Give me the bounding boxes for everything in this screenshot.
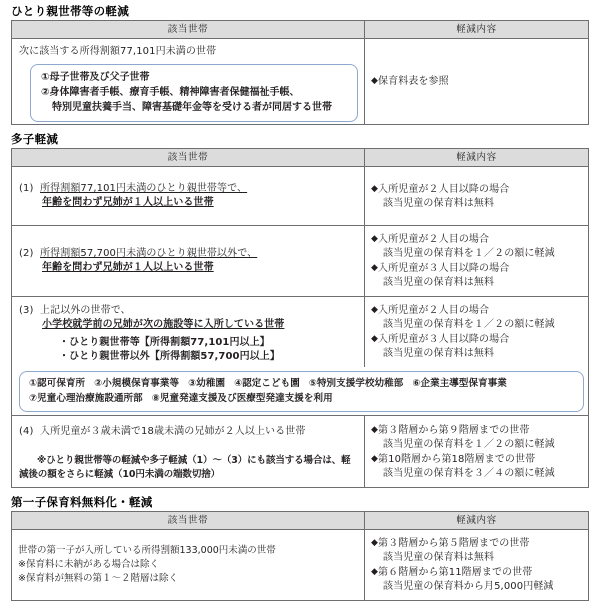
callout-line-2: ②身体障害者手帳、療育手帳、精神障害者保健福祉手帳、 [41, 87, 300, 98]
benefit-line [371, 232, 584, 247]
benefit-line [371, 261, 584, 276]
row-bullet-2: ・ひとり親世帯以外【所得割額57,700円以上】 [59, 351, 280, 362]
table-row [12, 167, 589, 226]
benefit-subline: 該当児童の保育料から月5,000円軽減 [383, 581, 554, 592]
benefit-subline: 該当児童の保育料は無料 [383, 552, 495, 563]
table-first-child-free [11, 511, 589, 601]
row-number: (1) [19, 183, 34, 194]
row-note-line-2: 減後の額をさらに軽減（10円未満の端数切捨） [19, 469, 221, 480]
column-header-reduction: 軽減内容 [365, 149, 589, 167]
facility-item: ①認可保育所 [29, 378, 86, 389]
cell-reduction [365, 530, 589, 601]
benefit-subline: 該当児童の保育料を１／２の額に軽減 [383, 439, 555, 450]
table-row [12, 39, 589, 125]
table-header-row [12, 512, 589, 530]
facility-callout-box [19, 371, 584, 412]
facility-item: ⑧児童発達支援及び医療型発達支援を利用 [151, 393, 333, 404]
row-line-2: 年齢を問わず兄姉が１人以上いる世帯 [42, 262, 214, 273]
household-line-1: 世帯の第一子が入所している所得割額133,000円未満の世帯 [18, 545, 276, 556]
facility-item: ⑥企業主導型保育事業 [412, 378, 507, 389]
benefit-line [371, 423, 584, 438]
cell-household [12, 416, 365, 488]
table-row [12, 416, 589, 488]
facility-line-1 [29, 376, 577, 391]
row-line-1: 所得割額77,101円未満のひとり親世帯等で、 [40, 183, 248, 194]
callout-line-3: 特別児童扶養手当、障害基礎年金等を受ける者が同居する世帯 [52, 102, 332, 113]
table-header-row [12, 21, 589, 39]
benefit-text: 入所児童が２人目の場合 [378, 305, 490, 316]
benefit-subline: 該当児童の保育料は無料 [383, 197, 495, 209]
row-note-line-1: ※ひとり親世帯等の軽減や多子軽減（1）～（3）にも該当する場合は、軽 [37, 455, 351, 466]
cell-household [12, 297, 365, 368]
benefit-subline: 該当児童の保育料を３／４の額に軽減 [383, 468, 555, 479]
diamond-icon: ◆ [371, 567, 379, 577]
diamond-icon: ◆ [371, 425, 379, 435]
cell-reduction [365, 167, 589, 226]
diamond-icon: ◆ [371, 234, 379, 244]
row-line-1: 入所児童が３歳未満で18歳未満の兄姉が２人以上いる世帯 [40, 426, 306, 437]
benefit-subline: 該当児童の保育料を１／２の額に軽減 [383, 248, 555, 259]
benefit-line [371, 74, 584, 89]
diamond-icon: ◆ [371, 538, 379, 548]
benefit-subline: 該当児童の保育料は無料 [383, 277, 495, 288]
row-line [19, 304, 358, 318]
row-line-2: 年齢を問わず兄姉が１人以上いる世帯 [42, 197, 214, 208]
cell-household [12, 530, 365, 601]
cell-household [12, 226, 365, 297]
row-line [19, 182, 358, 196]
benefit-line [371, 182, 584, 197]
benefit-subline: 該当児童の保育料は無料 [383, 348, 495, 359]
cell-household [12, 167, 365, 226]
benefit-text: 入所児童が２人目の場合 [378, 234, 490, 245]
benefit-line [371, 452, 584, 467]
column-header-reduction: 軽減内容 [365, 512, 589, 530]
household-line-3: ※保育料が無料の第１～２階層は除く [18, 573, 178, 584]
callout-line-1: ①母子世帯及び父子世帯 [41, 72, 150, 83]
row-line [19, 425, 358, 439]
diamond-icon: ◆ [371, 305, 379, 315]
cell-reduction [365, 416, 589, 488]
cell-reduction [365, 39, 589, 125]
table-row-facility [12, 367, 589, 416]
cell-household [12, 39, 365, 125]
table-single-parent-reduction [11, 20, 589, 125]
column-header-household: 該当世帯 [12, 21, 365, 39]
facility-item: ⑤特別支援学校幼稚部 [308, 378, 404, 389]
row-line [19, 247, 358, 261]
benefit-text: 入所児童が３人目以降の場合 [378, 334, 510, 345]
facility-line-2 [29, 391, 577, 406]
benefit-text: 第６階層から第11階層までの世帯 [378, 567, 533, 578]
section-title-first-child: 第一子保育料無料化・軽減 [11, 495, 153, 509]
benefit-text: 第３階層から第９階層までの世帯 [378, 425, 530, 436]
benefit-text: 保育料表を参照 [378, 76, 449, 87]
facility-item: ④認定こども園 [234, 378, 300, 389]
benefit-text: 入所児童が２人目以降の場合 [378, 183, 510, 195]
diamond-icon: ◆ [371, 183, 379, 194]
cell-reduction [365, 226, 589, 297]
benefit-line [371, 536, 584, 551]
cell-reduction [365, 297, 589, 368]
table-header-row [12, 149, 589, 167]
table-row [12, 226, 589, 297]
section-title-single-parent: ひとり親世帯等の軽減 [11, 4, 129, 18]
diamond-icon: ◆ [371, 454, 379, 464]
row-number: (4) [19, 426, 34, 437]
cell-facility-list [12, 367, 589, 416]
benefit-text: 第10階層から第18階層までの世帯 [378, 454, 536, 465]
row-number: (2) [19, 248, 34, 259]
table-row [12, 297, 589, 368]
row-line-1: 所得割額57,700円未満のひとり親世帯以外で、 [40, 248, 258, 259]
column-header-household: 該当世帯 [12, 512, 365, 530]
diamond-icon: ◆ [371, 263, 379, 273]
table-multi-child-reduction [11, 148, 589, 488]
table-row [12, 530, 589, 601]
facility-item: ③幼稚園 [188, 378, 226, 389]
eligibility-callout-box [30, 64, 358, 122]
benefit-text: 入所児童が３人目以降の場合 [378, 263, 510, 274]
row-line-1: 上記以外の世帯で、 [40, 305, 131, 316]
diamond-icon: ◆ [371, 76, 379, 86]
benefit-text: 第３階層から第５階層までの世帯 [378, 538, 530, 549]
column-header-household: 該当世帯 [12, 149, 365, 167]
row-number: (3) [19, 305, 34, 316]
benefit-line [371, 565, 584, 580]
diamond-icon: ◆ [371, 334, 379, 344]
column-header-reduction: 軽減内容 [365, 21, 589, 39]
benefit-subline: 該当児童の保育料を１／２の額に軽減 [383, 319, 555, 330]
row-bullet-1: ・ひとり親世帯等【所得割額77,101円以上】 [59, 337, 270, 348]
benefit-line [371, 303, 584, 318]
household-intro-text: 次に該当する所得割額77,101円未満の世帯 [19, 46, 217, 57]
row-line-2: 小学校就学前の兄姉が次の施設等に入所している世帯 [42, 319, 285, 330]
benefit-line [371, 332, 584, 347]
facility-item: ②小規模保育事業等 [94, 378, 180, 389]
section-title-multi-child: 多子軽減 [11, 132, 59, 146]
facility-item: ⑦児童心理治療施設通所部 [29, 393, 143, 404]
household-line-2: ※保育料に未納がある場合は除く [18, 559, 159, 570]
